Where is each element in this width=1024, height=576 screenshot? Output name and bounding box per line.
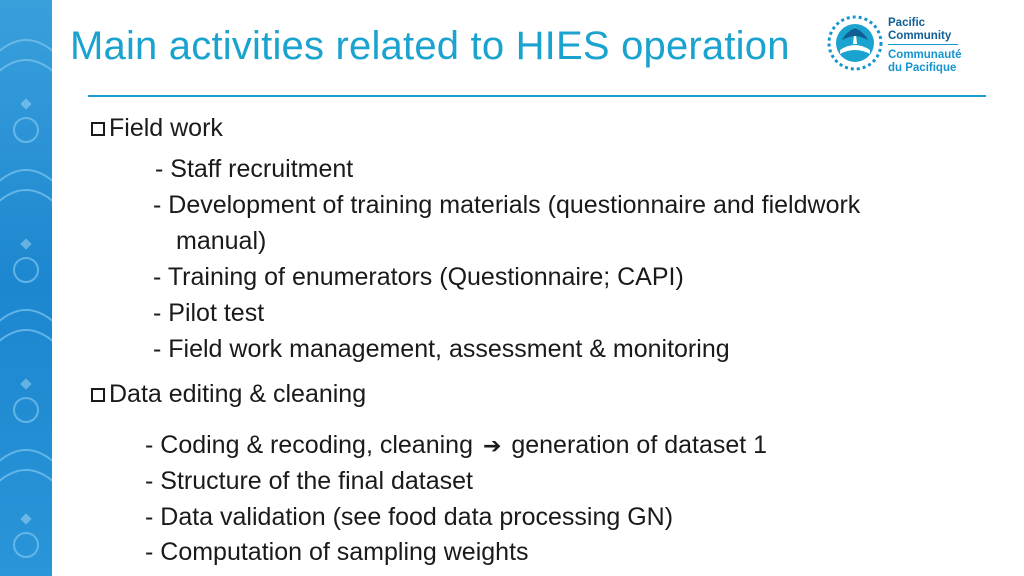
- section-heading-label: Field work: [109, 114, 223, 142]
- section-heading-field-work: [88, 114, 223, 143]
- slide-title: Main activities related to HIES operation: [70, 24, 790, 68]
- tapa-pattern-icon: [0, 0, 52, 576]
- list-item: - Field work management, assessment & monitoring: [153, 335, 730, 363]
- logo-line-4: du Pacifique: [888, 61, 957, 74]
- list-item: - Computation of sampling weights: [145, 538, 529, 566]
- logo-line-3: Communauté: [888, 49, 962, 61]
- checkbox-bullet-icon: [91, 122, 105, 136]
- pacific-community-logo: [826, 14, 976, 76]
- list-item: - Structure of the final dataset: [145, 467, 473, 495]
- logo-line-2: Community: [888, 29, 952, 42]
- arrow-right-icon: ➔: [482, 433, 502, 458]
- list-item: [145, 431, 767, 460]
- spc-emblem-icon: [826, 14, 884, 72]
- list-item: - Pilot test: [153, 299, 265, 327]
- list-item-text: generation of dataset 1: [511, 431, 768, 459]
- section-heading-label: Data editing & cleaning: [109, 380, 367, 408]
- list-item-continuation: manual): [176, 227, 267, 255]
- logo-text: [888, 17, 961, 74]
- list-item: - Development of training materials (questionnaire and fieldwork: [153, 191, 861, 219]
- title-divider: [88, 95, 986, 97]
- logo-line-1: Pacific: [888, 17, 926, 29]
- logo-divider: [888, 44, 958, 45]
- list-item-text: - Coding & recoding, cleaning: [145, 431, 473, 459]
- section-heading-data-editing: [88, 380, 366, 409]
- checkbox-bullet-icon: [91, 388, 105, 402]
- list-item: - Data validation (see food data processing GN): [145, 503, 674, 531]
- decorative-side-band: [0, 0, 52, 576]
- list-item: - Staff recruitment: [155, 155, 354, 183]
- list-item: - Training of enumerators (Questionnaire; CAPI): [153, 263, 684, 291]
